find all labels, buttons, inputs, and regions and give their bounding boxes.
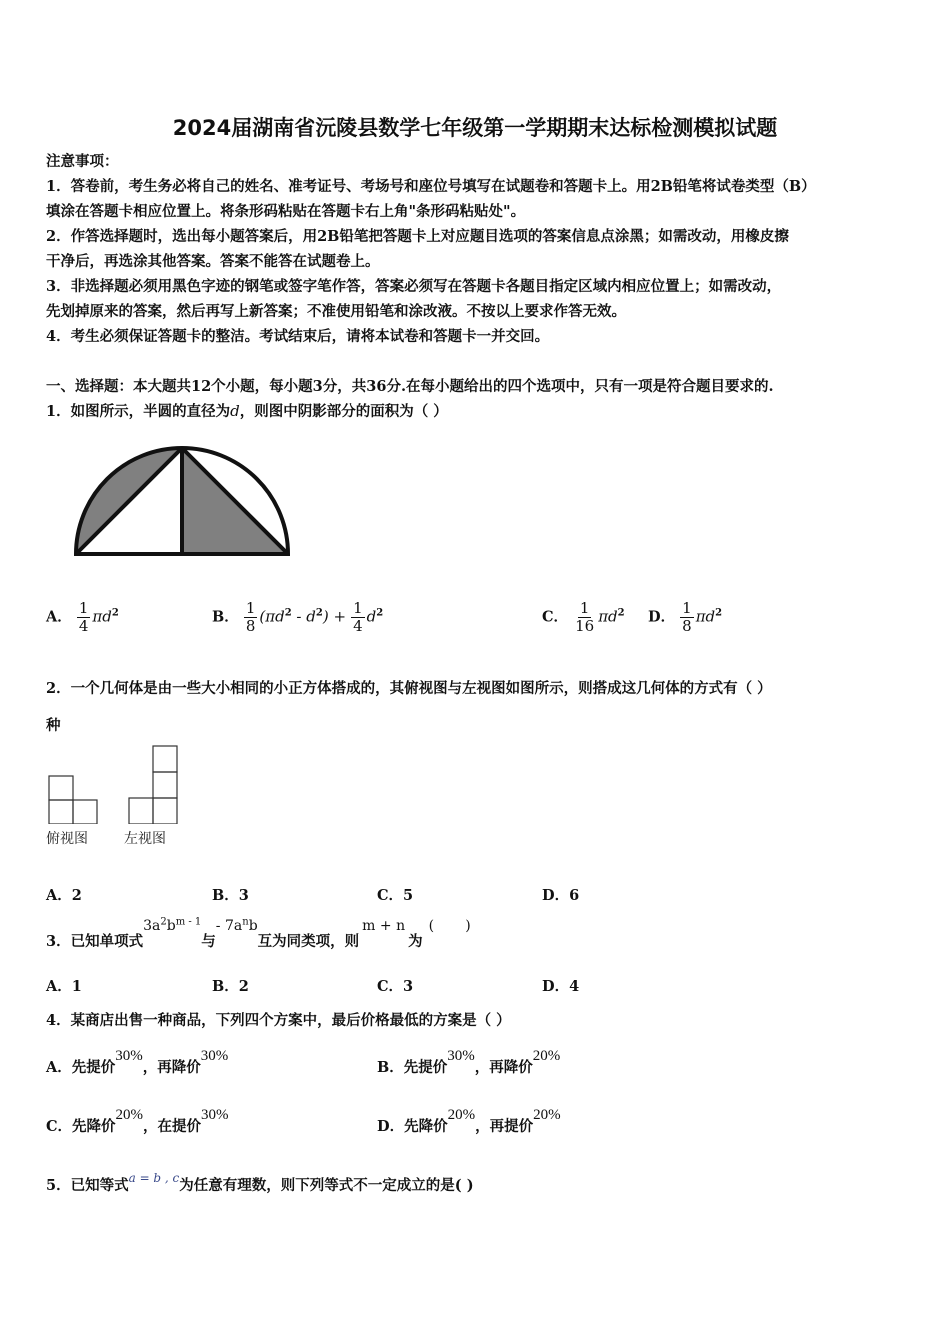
fraction-numerator: 1	[78, 599, 89, 617]
fraction	[351, 600, 365, 635]
monomial-part: b	[248, 918, 258, 934]
option-label: D．	[648, 608, 676, 626]
monomial-part: b	[166, 918, 176, 934]
percent-value: 30%	[200, 1048, 229, 1064]
math-pi-d: πd	[598, 607, 618, 626]
q3-option-c[interactable]: C．3	[377, 978, 414, 995]
fraction-denominator: 4	[78, 617, 89, 635]
option-label: B．	[212, 608, 239, 626]
q3-option-b[interactable]: B．2	[212, 978, 249, 995]
math-expression: (πd	[259, 607, 285, 626]
notice-heading: 注意事项：	[46, 153, 119, 170]
semicircle-figure	[72, 440, 292, 560]
exponent: n	[242, 916, 249, 928]
fraction	[77, 600, 91, 635]
option-label: C．先降价	[46, 1118, 116, 1135]
q1-option-d[interactable]	[648, 600, 722, 635]
math-expression: a = b , c	[128, 1171, 180, 1185]
q4-option-c[interactable]	[46, 1103, 229, 1135]
math-expression: ) +	[322, 607, 347, 626]
notice-line: 1．答卷前，考生务必将自己的姓名、准考证号、考场号和座位号填写在试题卷和答题卡上。用2B铅笔将试卷类型（B）	[46, 178, 816, 195]
q2-option-d[interactable]: D．6	[542, 887, 580, 904]
question-3-stem	[46, 914, 471, 950]
option-label: A．先提价	[46, 1059, 116, 1076]
exponent: 2	[617, 607, 625, 619]
fraction-denominator: 8	[245, 617, 256, 635]
answer-blank: ( )	[428, 918, 471, 934]
percent-value: 30%	[201, 1107, 229, 1123]
exponent: 2	[284, 607, 292, 619]
q1-option-b[interactable]	[212, 600, 383, 635]
left-view	[129, 746, 177, 824]
question-5-stem	[46, 1171, 474, 1195]
q1-option-c[interactable]	[542, 600, 625, 635]
notice-line: 先划掉原来的答案，然后再写上新答案；不准使用铅笔和涂改液。不按以上要求作答无效。	[46, 303, 626, 320]
math-pi-d: πd	[695, 607, 716, 626]
exponent: m - 1	[175, 916, 202, 928]
q1-text-before: 1．如图所示，半圆的直径为	[46, 403, 231, 420]
q3-text: 3．已知单项式	[46, 933, 144, 950]
exponent: 2	[111, 607, 119, 619]
q1-option-a[interactable]	[46, 600, 119, 635]
q1-text-after: ，则图中阴影部分的面积为（ ）	[239, 403, 448, 420]
section-heading: 一、选择题：本大题共12个小题，每小题3分，共36分.在每小题给出的四个选项中，只有一项是符合题目要求的.	[46, 378, 774, 395]
monomial-1	[143, 918, 201, 934]
left-view-label: 左视图	[124, 831, 166, 847]
fraction	[244, 600, 258, 635]
monomial-part: - 7a	[215, 918, 243, 934]
q3-text: 互为同类项，则	[257, 933, 360, 950]
q2-option-c[interactable]: C．5	[377, 887, 414, 904]
notice-line: 3．非选择题必须用黑色字迹的钢笔或签字笔作答，答案必须写在答题卡各题目指定区域内相应位置上；如需改动，	[46, 278, 782, 295]
q5-text: 为任意有理数，则下列等式不一定成立的是( )	[179, 1177, 474, 1194]
math-expression: m + n	[362, 918, 406, 934]
math-pi-d: πd	[92, 607, 112, 626]
option-text: ，再降价	[474, 1059, 533, 1076]
q3-text: 为	[408, 933, 423, 950]
option-text: ，再提价	[475, 1118, 534, 1135]
exponent: 2	[715, 607, 723, 619]
fraction-numerator: 1	[682, 599, 692, 617]
q2-option-b[interactable]: B．3	[212, 887, 249, 904]
top-view-label: 俯视图	[46, 831, 88, 847]
page-title: 2024届湖南省沅陵县数学七年级第一学期期末达标检测模拟试题	[172, 116, 778, 140]
question-4-stem: 4．某商店出售一种商品，下列四个方案中，最后价格最低的方案是（ ）	[46, 1012, 511, 1029]
q3-text: 与	[201, 933, 216, 950]
percent-value: 20%	[533, 1107, 561, 1123]
q4-option-a[interactable]	[46, 1044, 229, 1076]
q1-var-d: d	[230, 402, 240, 420]
q4-option-d[interactable]	[377, 1103, 561, 1135]
option-label: A．	[46, 608, 72, 626]
percent-value: 20%	[115, 1107, 144, 1123]
fraction	[573, 600, 596, 635]
fraction-denominator: 8	[682, 617, 692, 635]
option-label: D．先降价	[377, 1118, 448, 1135]
math-expression: - d	[291, 607, 316, 626]
exponent: 2	[315, 607, 323, 619]
fraction-denominator: 16	[575, 617, 595, 635]
notice-line: 4．考生必须保证答题卡的整洁。考试结束后，请将本试卷和答题卡一并交回。	[46, 328, 550, 345]
q2-option-a[interactable]: A．2	[46, 887, 82, 904]
q3-option-a[interactable]: A．1	[46, 978, 82, 995]
notice-line: 2．作答选择题时，选出每小题答案后，用2B铅笔把答题卡上对应题目选项的答案信息点涂黑；如需改动，用橡皮擦	[46, 228, 789, 245]
percent-value: 20%	[532, 1048, 561, 1064]
option-text: ，在提价	[143, 1118, 202, 1135]
question-2-stem-line2: 种	[46, 717, 61, 734]
notice-line: 干净后，再选涂其他答案。答案不能答在试题卷上。	[46, 253, 380, 270]
fraction	[680, 600, 694, 635]
option-label: C．	[542, 608, 569, 626]
option-label: B．先提价	[377, 1059, 448, 1076]
three-view-figures	[46, 742, 186, 824]
fraction-numerator: 1	[579, 599, 590, 617]
question-2-stem: 2．一个几何体是由一些大小相同的小正方体搭成的，其俯视图与左视图如图所示，则搭成这几何体的方式有（ ）	[46, 680, 772, 697]
option-text: ，再降价	[142, 1059, 201, 1076]
q4-option-b[interactable]	[377, 1044, 561, 1076]
q3-option-d[interactable]: D．4	[542, 978, 580, 995]
percent-value: 30%	[447, 1048, 475, 1064]
exponent: 2	[376, 607, 384, 619]
top-view	[49, 776, 97, 824]
fraction-denominator: 4	[353, 617, 363, 635]
percent-value: 30%	[115, 1048, 143, 1064]
fraction-numerator: 1	[245, 599, 256, 617]
math-d: d	[366, 607, 377, 626]
exponent: 2	[160, 916, 167, 928]
monomial-2	[216, 918, 258, 934]
q5-text: 5．已知等式	[46, 1177, 129, 1194]
monomial-part: 3a	[143, 918, 161, 934]
question-1-stem	[46, 400, 448, 421]
fraction-numerator: 1	[353, 599, 363, 617]
notice-line: 填涂在答题卡相应位置上。将条形码粘贴在答题卡右上角"条形码粘贴处"。	[46, 203, 526, 220]
percent-value: 20%	[447, 1107, 476, 1123]
